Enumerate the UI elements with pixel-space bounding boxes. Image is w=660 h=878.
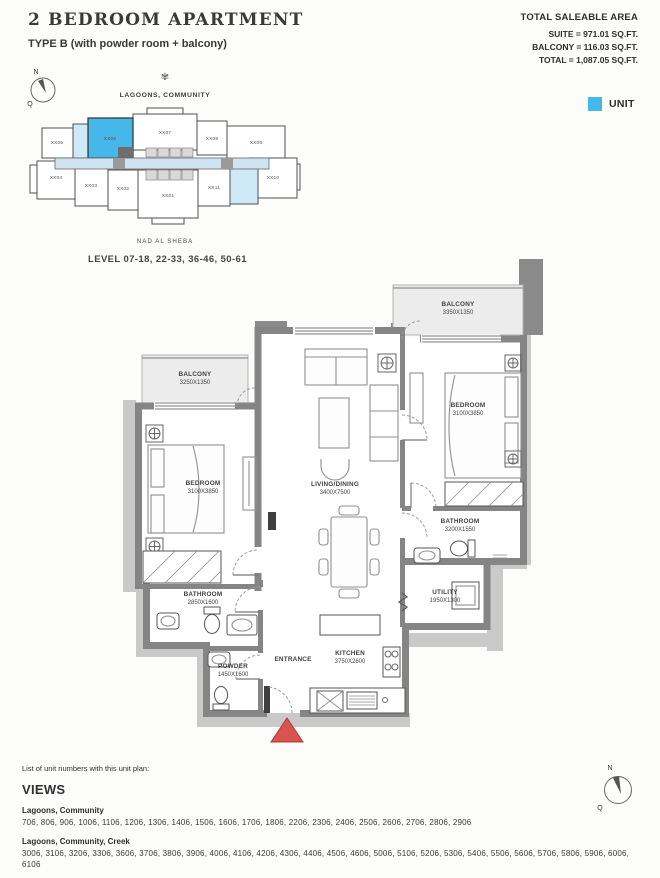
key-label-xx08: XX08 — [205, 137, 219, 142]
north-compass-icon — [592, 758, 648, 820]
compass-needle — [613, 776, 621, 794]
entrance-door-leaf — [264, 686, 270, 713]
building-footprint — [30, 108, 300, 224]
page-title: 2 BEDROOM APARTMENT — [28, 10, 304, 30]
balcony-left-label: BALCONY — [178, 371, 212, 378]
community-logo-icon: ✾ — [160, 72, 170, 83]
unit-legend — [588, 97, 635, 111]
key-unit-light-left — [73, 124, 88, 158]
level-label: LEVEL 07-18, 22-33, 36-46, 50-61 — [88, 254, 247, 265]
bedroom-left-dim: 3100X3850 — [187, 489, 219, 495]
balcony-right-dim: 3350X1350 — [442, 310, 474, 316]
unit-legend-swatch — [588, 97, 602, 111]
key-unit-light-right — [230, 168, 258, 204]
entrance-label: ENTRANCE — [274, 656, 312, 663]
utility-dim: 1950X1300 — [429, 598, 461, 604]
area-suite: SUITE = 971.01 SQ.FT. — [548, 29, 638, 39]
key-label-xx03: XX03 — [84, 184, 98, 189]
compass-needle — [38, 79, 46, 93]
balcony-right-label: BALCONY — [441, 301, 475, 308]
washbasin — [157, 613, 179, 629]
key-label-xx04: XX04 — [49, 176, 63, 181]
utility-label: UTILITY — [432, 589, 458, 596]
key-core-stub — [221, 158, 233, 169]
key-label-xx05: XX05 — [50, 141, 64, 146]
key-label-xx07: XX07 — [158, 131, 172, 136]
balcony-left-dim: 3250X1350 — [179, 380, 211, 386]
compass-north-label: N — [33, 69, 39, 76]
unit-legend-swatch-icon — [588, 97, 602, 111]
ac-duct — [268, 512, 276, 530]
bedroom-left-label: BEDROOM — [185, 480, 221, 487]
location-label: NAD AL SHEBA — [136, 238, 194, 245]
compass-q-label: Q — [27, 101, 33, 108]
living-dining-dim: 3400X7500 — [319, 490, 351, 496]
bathroom-right-dim: 3200X1550 — [444, 527, 476, 533]
unit-list-intro: List of unit numbers with this unit plan: — [22, 764, 150, 773]
area-summary — [521, 12, 638, 67]
key-label-xx10: XX10 — [266, 176, 280, 181]
living-dining-label: LIVING/DINING — [310, 481, 360, 488]
key-unit-core-block — [118, 147, 133, 158]
key-label-xx02: XX02 — [116, 187, 130, 192]
kitchen-label: KITCHEN — [335, 650, 365, 657]
area-total: TOTAL = 1,087.05 SQ.FT. — [539, 55, 638, 65]
toilet — [205, 615, 220, 634]
powder-dim: 1450X1600 — [217, 672, 249, 678]
kitchen-dim: 3750X2600 — [334, 659, 366, 665]
community-label: LAGOONS, COMMUNITY — [119, 92, 211, 99]
bedroom-right-dim: 3100X3850 — [452, 411, 484, 417]
key-label-xx01: XX01 — [161, 194, 175, 199]
views-group-title: Lagoons, Community — [22, 806, 104, 815]
bathroom-left-label: BATHROOM — [183, 591, 223, 598]
bathroom-right-label: BATHROOM — [440, 518, 480, 525]
views-group-title: Lagoons, Community, Creek — [22, 837, 130, 846]
kitchen-island — [320, 615, 380, 635]
compass-q-label: Q — [597, 805, 603, 812]
north-compass-icon — [27, 69, 55, 108]
key-label-xx06: XX06 — [103, 137, 117, 142]
key-core-stub — [113, 158, 125, 169]
coffee-table — [319, 398, 349, 448]
footer — [22, 764, 634, 870]
wardrobe — [445, 482, 523, 506]
balcony-left-floor — [142, 355, 248, 403]
key-plan — [25, 60, 305, 252]
page-subtitle: TYPE B (with powder room + balcony) — [28, 38, 227, 50]
toilet — [215, 687, 228, 704]
key-label-xx09: XX09 — [249, 141, 263, 146]
bedroom-right-label: BEDROOM — [450, 402, 486, 409]
floor-plan — [115, 255, 545, 765]
stove — [383, 647, 400, 677]
views-heading: VIEWS — [22, 782, 66, 797]
unit-legend-label: UNIT — [609, 98, 635, 110]
washbasin — [414, 548, 440, 563]
views-group-units: 706, 806, 906, 1006, 1106, 1206, 1306, 1406, 1506, 1606, 1706, 1806, 2206, 2306, 2406, 2506, 2606, 2706, 2806, 2906 — [22, 818, 472, 827]
dishwasher — [317, 691, 343, 711]
bathroom-left-dim: 2850X1600 — [187, 600, 219, 606]
wardrobe — [143, 551, 221, 583]
toilet — [451, 541, 468, 556]
area-balcony: BALCONY = 116.03 SQ.FT. — [532, 42, 638, 52]
area-summary-heading: TOTAL SALEABLE AREA — [520, 12, 638, 23]
powder-label: POWDER — [218, 663, 248, 670]
key-corridor — [55, 158, 269, 169]
key-label-xx11: XX11 — [207, 186, 221, 191]
compass-north-label: N — [607, 765, 613, 772]
views-group-units: 3006, 3106, 3206, 3306, 3606, 3706, 3806, 3906, 4006, 4106, 4206, 4306, 4406, 4506, 4606, 5006, 5106, 5206, 5306, 5406, 5506, 5606, 5706, 5806, 5906, 6006, 6106 — [22, 849, 630, 869]
